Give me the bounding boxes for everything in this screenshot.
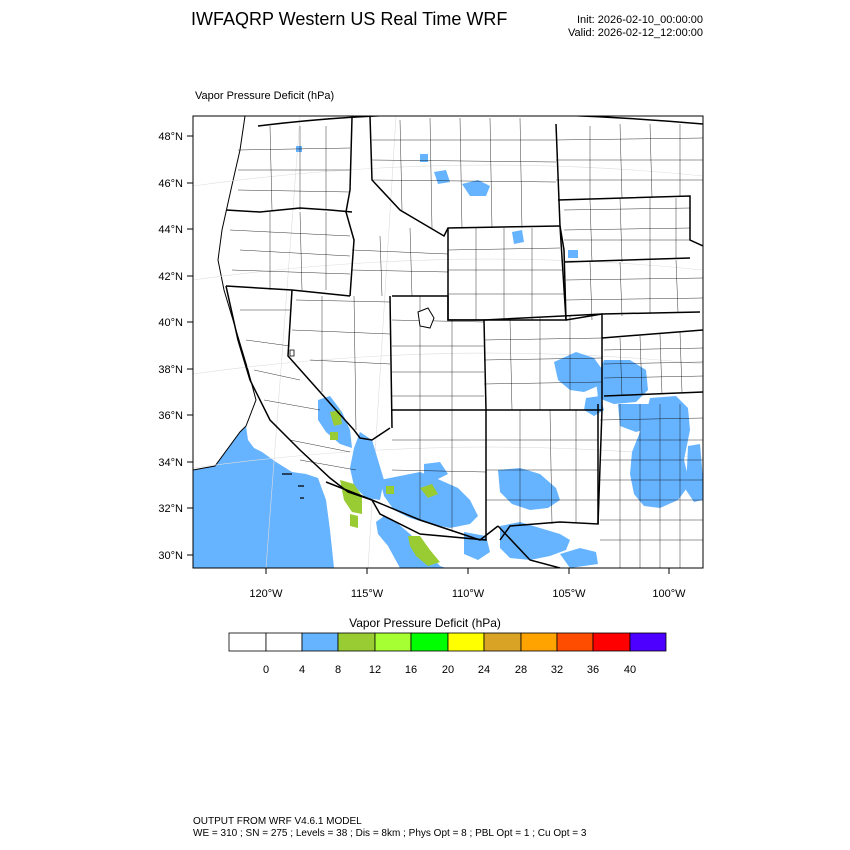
legend-box-5 (411, 633, 448, 651)
legend-box-0 (229, 633, 266, 651)
legend-box-1 (266, 633, 302, 651)
lat-label-34: 34°N (158, 457, 183, 469)
init-time: Init: 2026-02-10_00:00:00 (577, 14, 703, 26)
legend-tick-36: 36 (586, 664, 600, 676)
lon-label-105: 105°W (552, 588, 586, 600)
lat-label-38: 38°N (158, 364, 183, 376)
lat-label-36: 36°N (158, 410, 183, 422)
footer-config-line: WE = 310 ; SN = 275 ; Levels = 38 ; Dis = 8km ; Phys Opt = 8 ; PBL Opt = 1 ; Cu Opt = 3 (193, 828, 587, 839)
legend-box-6 (448, 633, 484, 651)
legend-title: Vapor Pressure Deficit (hPa) (349, 616, 501, 630)
legend-tick-16: 16 (404, 664, 418, 676)
legend-tick-0: 0 (262, 664, 270, 676)
map-area (193, 113, 703, 568)
lon-label-115: 115°W (350, 588, 384, 600)
lake-tahoe (290, 350, 294, 356)
lon-label-110: 110°W (451, 588, 485, 600)
legend-box-2 (302, 633, 338, 651)
legend-tick-12: 12 (368, 664, 382, 676)
lat-label-48: 48°N (158, 131, 183, 143)
valid-time: Valid: 2026-02-12_12:00:00 (568, 27, 703, 39)
legend-box-11 (630, 633, 666, 651)
footer-model-line: OUTPUT FROM WRF V4.6.1 MODEL (193, 816, 362, 827)
lat-ticks (187, 136, 193, 555)
legend-box-9 (557, 633, 593, 651)
legend-box-8 (521, 633, 557, 651)
legend-tick-40: 40 (623, 664, 637, 676)
legend-tick-labels (263, 664, 636, 676)
legend-box-7 (484, 633, 521, 651)
field-title: Vapor Pressure Deficit (hPa) (195, 90, 335, 102)
legend-box-4 (375, 633, 411, 651)
main-title: IWFAQRP Western US Real Time WRF (191, 9, 508, 29)
legend-tick-8: 8 (334, 664, 342, 676)
lat-label-30: 30°N (158, 550, 183, 562)
legend-tick-28: 28 (514, 664, 528, 676)
lat-label-40: 40°N (158, 317, 183, 329)
lat-label-42: 42°N (158, 271, 183, 283)
legend-box-3 (338, 633, 375, 651)
lon-label-100: 100°W (652, 588, 686, 600)
lat-label-46: 46°N (158, 178, 183, 190)
lat-label-32: 32°N (158, 503, 183, 515)
legend-tick-4: 4 (298, 664, 306, 676)
legend-tick-24: 24 (477, 664, 491, 676)
lat-label-44: 44°N (158, 224, 183, 236)
legend-colorbar (229, 633, 666, 651)
legend-tick-20: 20 (441, 664, 455, 676)
legend-box-10 (593, 633, 630, 651)
lon-label-120: 120°W (249, 588, 283, 600)
lon-ticks (266, 568, 669, 574)
legend-tick-32: 32 (550, 664, 564, 676)
